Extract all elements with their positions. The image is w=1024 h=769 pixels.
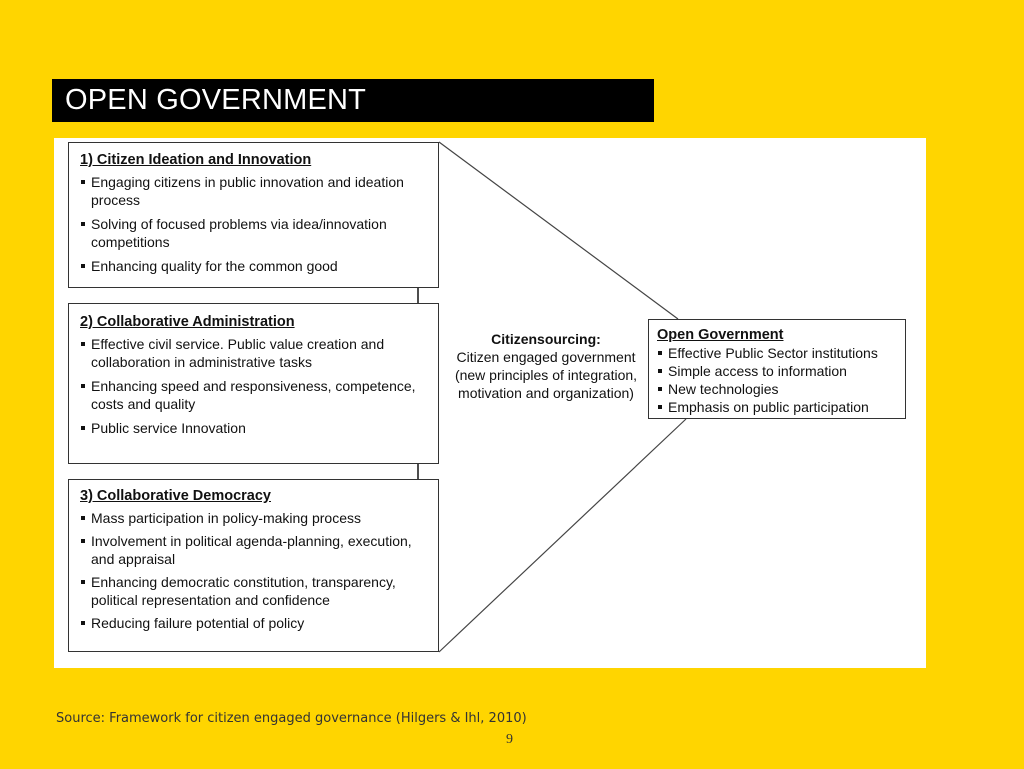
list-item: Enhancing democratic constitution, transparency, political representation and confidence (80, 573, 428, 609)
list-item: Effective civil service. Public value creation and collaboration in administrative tasks (80, 335, 428, 371)
box-heading: Open Government (657, 327, 784, 343)
list-item: Solving of focused problems via idea/innovation competitions (80, 215, 428, 251)
source-citation: Source: Framework for citizen engaged governance (Hilgers & Ihl, 2010) (56, 711, 527, 726)
collaborative-administration-box (68, 303, 439, 464)
citizensourcing-line: Citizen engaged government (456, 349, 636, 365)
funnel-line-bottom (439, 419, 686, 652)
list-item: Engaging citizens in public innovation and ideation process (80, 173, 428, 209)
list-item: Simple access to information (657, 362, 897, 380)
box-heading: 1) Citizen Ideation and Innovation (80, 152, 312, 168)
box-heading: 3) Collaborative Democracy (80, 488, 271, 504)
collaborative-democracy-box (68, 479, 439, 652)
list-item: New technologies (657, 380, 897, 398)
box-heading: 2) Collaborative Administration (80, 314, 295, 330)
open-government-box (648, 319, 906, 419)
citizen-ideation-box (68, 142, 439, 288)
list-item: Reducing failure potential of policy (80, 614, 428, 632)
page-number: 9 (506, 732, 513, 747)
citizensourcing-label (442, 330, 650, 402)
list-item: Public service Innovation (80, 419, 428, 437)
list-item: Mass participation in policy-making process (80, 509, 428, 527)
framework-diagram (54, 138, 926, 668)
list-item: Emphasis on public participation (657, 398, 897, 416)
list-item: Involvement in political agenda-planning, execution, and appraisal (80, 532, 428, 568)
citizensourcing-heading: Citizensourcing: (491, 331, 601, 347)
citizensourcing-line: (new principles of integration, (454, 367, 638, 383)
list-item: Effective Public Sector institutions (657, 344, 897, 362)
citizensourcing-line: motivation and organization) (458, 385, 634, 401)
slide-title: OPEN GOVERNMENT (52, 79, 654, 122)
funnel-line-top (439, 142, 678, 319)
list-item: Enhancing speed and responsiveness, competence, costs and quality (80, 377, 428, 413)
list-item: Enhancing quality for the common good (80, 257, 428, 275)
